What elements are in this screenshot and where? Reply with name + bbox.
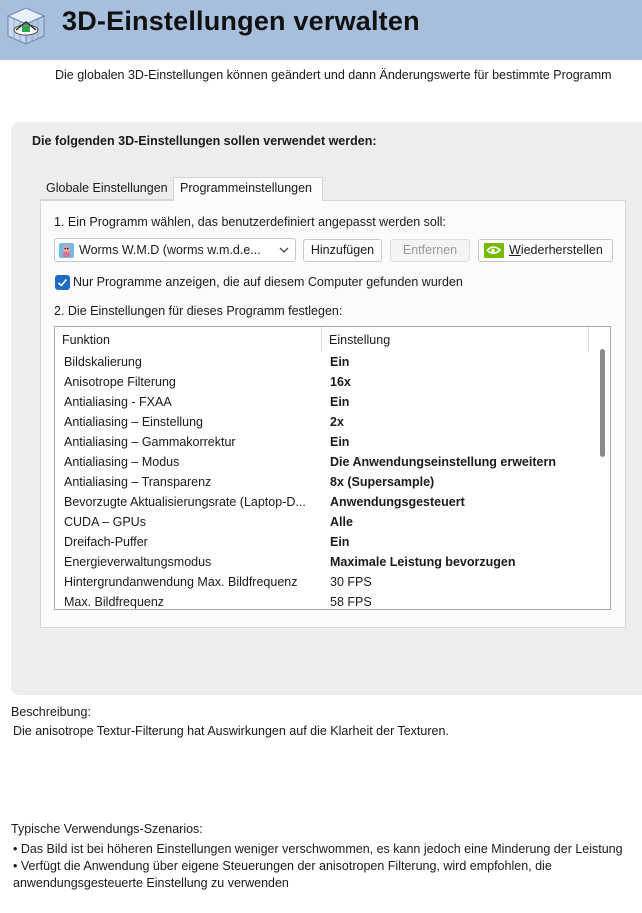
grid-scrollbar-thumb[interactable] [600, 349, 605, 457]
panel-heading: Die folgenden 3D-Einstellungen sollen verwendet werden: [32, 134, 377, 148]
tab-program-settings[interactable]: Programmeinstellungen [173, 177, 323, 201]
grid-cell-function: Antialiasing – Einstellung [64, 415, 203, 429]
grid-row[interactable] [55, 512, 595, 532]
grid-cell-function: CUDA – GPUs [64, 515, 146, 529]
chevron-down-icon [279, 245, 289, 255]
page-subtitle: Die globalen 3D-Einstellungen können geändert und dann Änderungswerte für bestimmte Programm [55, 68, 612, 82]
grid-row[interactable] [55, 552, 595, 572]
tab-global-settings[interactable]: Globale Einstellungen [40, 178, 173, 200]
program-dropdown-value: Worms W.M.D (worms w.m.d.e... [79, 243, 261, 257]
step1-label: 1. Ein Programm wählen, das benutzerdefiniert angepasst werden soll: [54, 215, 446, 229]
grid-rows [55, 352, 595, 610]
grid-row[interactable] [55, 452, 595, 472]
worms-game-icon [59, 243, 74, 258]
grid-cell-setting[interactable]: Alle [330, 515, 353, 529]
settings-grid[interactable] [54, 326, 611, 610]
nvidia-icon [484, 243, 504, 258]
restore-button-accesskey: W [509, 243, 521, 257]
grid-row[interactable] [55, 412, 595, 432]
usage-scenario-item: • Das Bild ist bei höheren Einstellungen weniger verschwommen, es kann jedoch eine Minderung der Leistung [13, 842, 623, 856]
usage-scenarios-label: Typische Verwendungs-Szenarios: [11, 822, 203, 836]
grid-cell-setting[interactable]: 8x (Supersample) [330, 475, 435, 489]
grid-row[interactable] [55, 572, 595, 592]
grid-cell-setting[interactable]: Ein [330, 535, 350, 549]
grid-cell-function: Antialiasing - FXAA [64, 395, 172, 409]
grid-cell-function: Antialiasing – Gammakorrektur [64, 435, 236, 449]
grid-cell-setting[interactable]: Anwendungsgesteuert [330, 495, 465, 509]
grid-cell-function: Energieverwaltungsmodus [64, 555, 212, 569]
grid-row[interactable] [55, 352, 595, 372]
grid-row[interactable] [55, 392, 595, 412]
grid-cell-setting[interactable]: 2x [330, 415, 344, 429]
grid-cell-function: Antialiasing – Modus [64, 455, 180, 469]
usage-scenario-item: anwendungsgesteuerte Einstellung zu verwenden [13, 876, 289, 890]
grid-cell-function: Max. Bildfrequenz [64, 595, 165, 609]
show-found-programs-label[interactable]: Nur Programme anzeigen, die auf diesem Computer gefunden wurden [73, 275, 463, 289]
3d-cube-icon [2, 2, 50, 48]
grid-cell-setting[interactable]: 16x [330, 375, 351, 389]
grid-cell-function: Dreifach-Puffer [64, 535, 148, 549]
grid-cell-setting[interactable]: 58 FPS [330, 595, 372, 609]
grid-cell-setting[interactable]: 30 FPS [330, 575, 372, 589]
checkmark-icon [57, 277, 68, 288]
grid-row[interactable] [55, 492, 595, 512]
step2-label: 2. Die Einstellungen für dieses Programm festlegen: [54, 304, 343, 318]
grid-row[interactable] [55, 592, 595, 610]
grid-cell-setting[interactable]: Ein [330, 395, 350, 409]
restore-button-label: iederherstellen [520, 243, 603, 257]
add-program-button[interactable]: Hinzufügen [303, 239, 382, 262]
grid-cell-function: Anisotrope Filterung [64, 375, 176, 389]
grid-cell-function: Bevorzugte Aktualisierungsrate (Laptop-D... [64, 495, 306, 509]
show-found-programs-checkbox[interactable] [55, 275, 70, 290]
grid-cell-setting[interactable]: Ein [330, 355, 350, 369]
program-dropdown[interactable] [54, 238, 296, 262]
usage-scenario-item: • Verfügt die Anwendung über eigene Steuerungen der anisotropen Filterung, wird empfohlen, die [13, 859, 552, 873]
grid-cell-function: Bildskalierung [64, 355, 142, 369]
description-text: Die anisotrope Textur-Filterung hat Auswirkungen auf die Klarheit der Texturen. [13, 724, 449, 738]
grid-cell-setting[interactable]: Die Anwendungseinstellung erweitern [330, 455, 556, 469]
grid-cell-function: Hintergrundanwendung Max. Bildfrequenz [64, 575, 298, 589]
grid-row[interactable] [55, 472, 595, 492]
column-header-setting[interactable]: Einstellung [322, 327, 589, 352]
page-title: 3D-Einstellungen verwalten [62, 6, 420, 36]
description-label: Beschreibung: [11, 705, 91, 719]
page-header [0, 0, 642, 60]
grid-cell-setting[interactable]: Ein [330, 435, 350, 449]
grid-cell-function: Antialiasing – Transparenz [64, 475, 212, 489]
grid-scrollbar[interactable] [596, 327, 610, 609]
grid-row[interactable] [55, 532, 595, 552]
grid-row[interactable] [55, 432, 595, 452]
restore-button[interactable] [478, 239, 613, 262]
remove-program-button[interactable]: Entfernen [390, 239, 470, 262]
grid-row[interactable] [55, 372, 595, 392]
grid-cell-setting[interactable]: Maximale Leistung bevorzugen [330, 555, 516, 569]
column-header-function[interactable]: Funktion [55, 327, 322, 352]
